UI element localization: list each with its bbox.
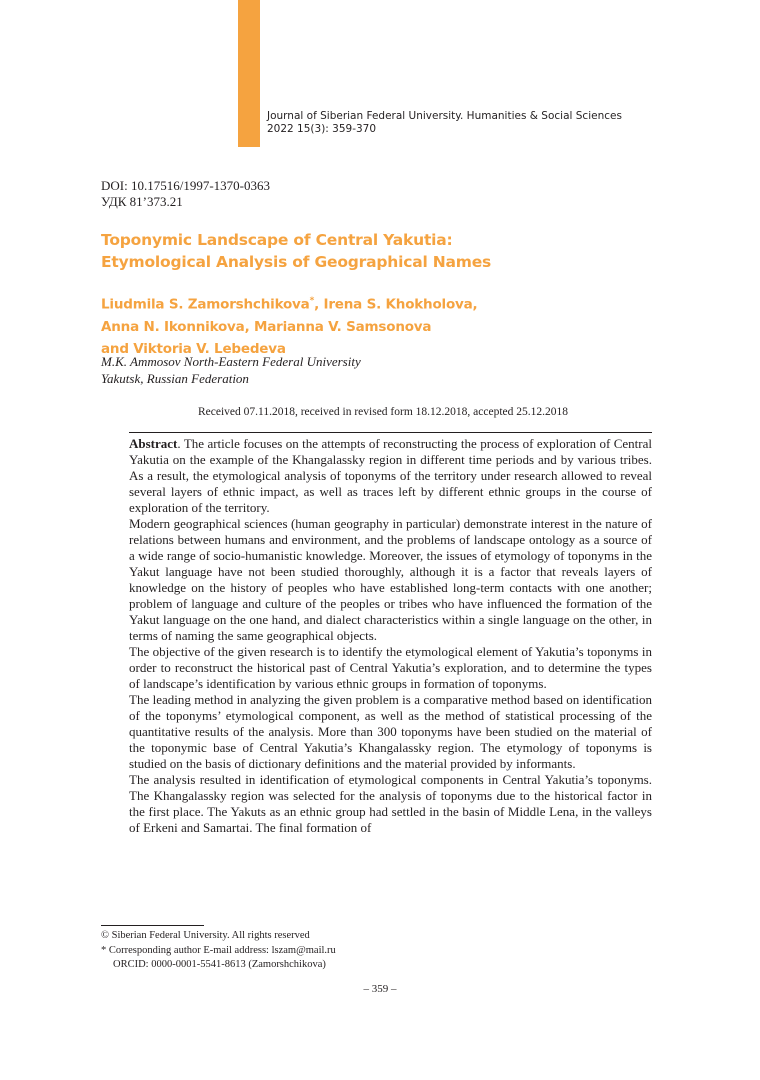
abstract-paragraph-5: The analysis resulted in identification of etymological components in Central Yakutia’s toponyms. The Khangalassky region was selected for the analysis of toponyms due to the historical factor in the first place. The Yakuts as an ethnic group had settled in the basin of Middle Lena, in the valleys of Erkeni and Samartai. The final formation of <box>129 772 652 835</box>
corresponding-author-note: * Corresponding author E-mail address: lszam@mail.ru <box>101 944 336 956</box>
journal-issue: 2022 15(3): 359-370 <box>267 123 377 135</box>
abstract-paragraph-3: The objective of the given research is to identify the etymological element of Yakutia’s toponyms in order to reconstruct the historical past of Central Yakutia’s exploration, and to determine the types of landscape’s identification by various ethnic groups in formation of toponyms. <box>129 644 652 691</box>
corresponding-author-mark: * <box>309 296 315 306</box>
abstract-top-rule <box>129 432 652 433</box>
affiliation-location: Yakutsk, Russian Federation <box>101 371 249 386</box>
article-identifiers <box>101 178 270 210</box>
article-title <box>101 229 491 273</box>
abstract <box>129 436 652 836</box>
title-line-1: Toponymic Landscape of Central Yakutia: <box>101 231 453 249</box>
author-second: , Irena S. Khokholova, <box>314 296 478 313</box>
abstract-paragraph-2: Modern geographical sciences (human geography in particular) demonstrate interest in the nature of relations between humans and environment, and the problems of landscape ontology as a source of a wide range of socio-humanistic knowledge. Moreover, the issues of etymology of toponyms in the Yakut language have not been studied thoroughly, although it is a factor that reveals layers of knowledge on the history of peoples who have established long-term contacts with one another; problem of language and culture of the peoples or tribes who have influenced the formation of the Yakut language on the one hand, and dialect characteristics within a single language on the other, in terms of naming the same geographical objects. <box>129 516 652 643</box>
author-first: Liudmila S. Zamorshchikova <box>101 296 310 313</box>
udk: УДК 81’373.21 <box>101 194 183 209</box>
abstract-paragraph-1: Abstract. The article focuses on the attempts of reconstructing the process of exploration of Central Yakutia on the example of the Khangalassky region in different time periods and by various tribes. As a result, the etymological analysis of toponyms of the territory under research allowed to reveal several layers of ethnic impact, as well as traces left by different ethnic groups in the course of exploration of the territory. <box>129 436 652 515</box>
title-line-2: Etymological Analysis of Geographical Names <box>101 253 492 271</box>
affiliation-university: M.K. Ammosov North-Eastern Federal University <box>101 354 361 369</box>
abstract-paragraph-4: The leading method in analyzing the given problem is a comparative method based on identification of the toponyms’ etymological component, as well as the method of statistical processing of the quantitative results of the analysis. More than 300 toponyms have been studied on the material of the toponymic base of Central Yakutia’s Khangalassky region. The etymology of toponyms is studied on the basis of dictionary definitions and the material provided by informants. <box>129 692 652 771</box>
abstract-label: Abstract <box>129 436 178 451</box>
copyright-note: © Siberian Federal University. All rights reserved <box>101 930 310 941</box>
footnotes <box>101 929 336 973</box>
journal-name: Journal of Siberian Federal University. Humanities & Social Sciences <box>267 110 622 122</box>
author-list <box>101 290 477 360</box>
page-number: – 359 – <box>363 983 397 995</box>
received-dates: Received 07.11.2018, received in revised form 18.12.2018, accepted 25.12.2018 <box>197 406 569 418</box>
authors-line-2: Anna N. Ikonnikova, Marianna V. Samsonova <box>101 318 432 335</box>
journal-header <box>267 110 622 136</box>
doi: DOI: 10.17516/1997-1370-0363 <box>101 178 270 193</box>
affiliation <box>101 353 361 387</box>
journal-accent-bar <box>238 0 260 147</box>
footnote-rule <box>101 925 204 926</box>
authors-line-3: and Viktoria V. Lebedeva <box>101 340 286 357</box>
orcid-note: ORCID: 0000-0001-5541-8613 (Zamorshchikova) <box>113 959 326 970</box>
